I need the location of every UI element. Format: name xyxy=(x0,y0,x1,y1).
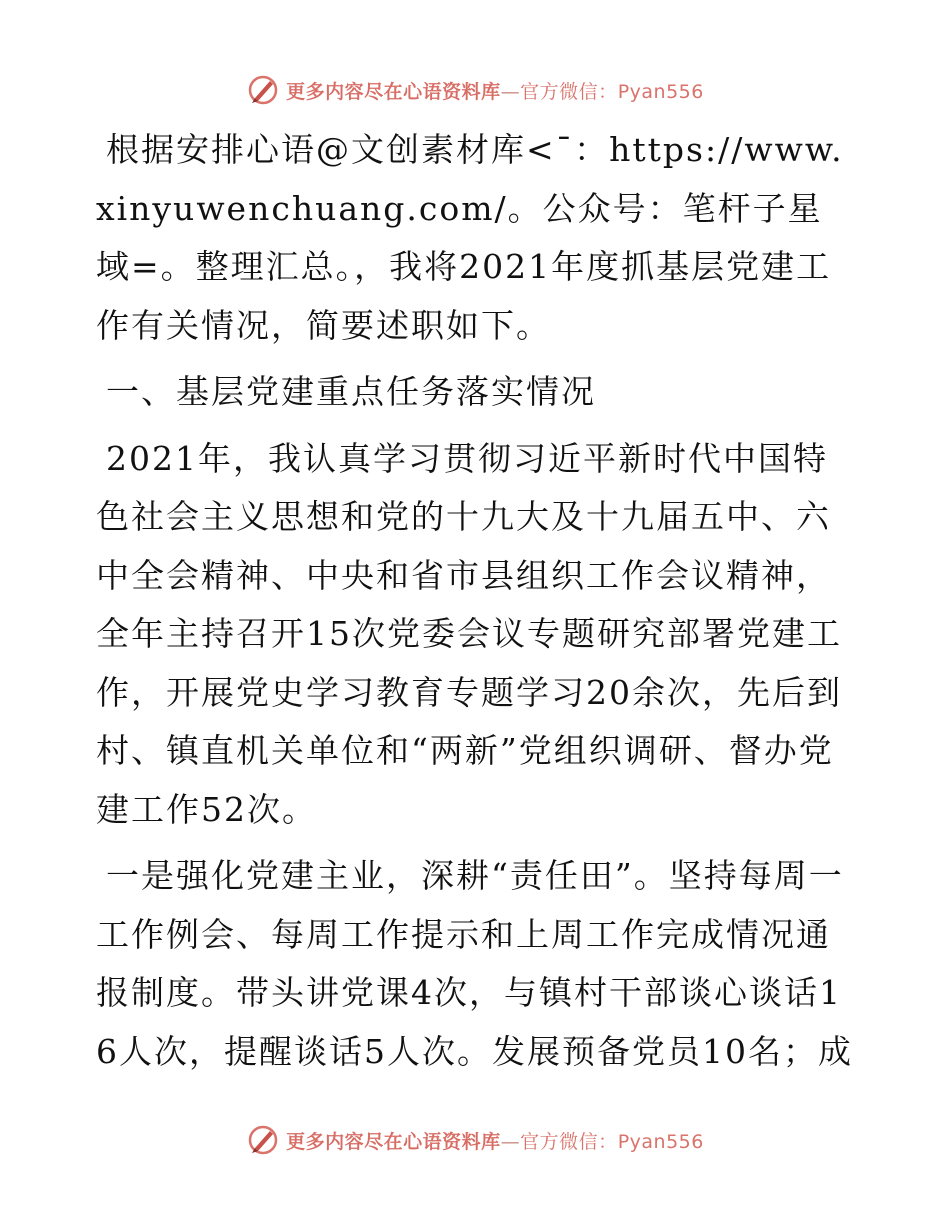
watermark-header xyxy=(0,70,950,110)
watermark-wechat-id: Pyan556 xyxy=(617,80,704,103)
watermark-brand: 更多内容尽在心语资料库 xyxy=(286,1130,501,1153)
watermark-wechat-label: 官方微信： xyxy=(520,1130,618,1153)
paragraph-intro: 根据安排心语@文创素材库<¯：https://www.xinyuwenchuang.com/。公众号：笔杆子星域=。整理汇总。，我将2021年度抓基层党建工作有关情况，简要述职如下。 xyxy=(96,130,844,345)
watermark-text xyxy=(286,1127,704,1154)
watermark-footer xyxy=(0,1120,950,1160)
watermark-wechat-id: Pyan556 xyxy=(617,1130,704,1153)
paragraph-point-one: 一是强化党建主业，深耕“责任田”。坚持每周一工作例会、每周工作提示和上周工作完成情况通报制度。带头讲党课4次，与镇村干部谈心谈话16人次，提醒谈话5人次。发展预备党员10名；成 xyxy=(96,856,853,1071)
section-heading: 一、基层党建重点任务落实情况 xyxy=(106,372,596,411)
watermark-separator: — xyxy=(500,1130,521,1153)
document-body xyxy=(96,121,856,1081)
paragraph-summary: 2021年，我认真学习贯彻习近平新时代中国特色社会主义思想和党的十九大及十九届五中、六中全会精神、中央和省市县组织工作会议精神，全年主持召开15次党委会议专题研究部署党建工作，开展党史学习教育专题学习20余次，先后到村、镇直机关单位和“两新”党组织调研、督办党建工作52次。 xyxy=(96,438,842,829)
watermark-brand: 更多内容尽在心语资料库 xyxy=(286,80,501,103)
watermark-text xyxy=(286,77,704,104)
brush-pen-logo-icon xyxy=(246,73,280,107)
brush-pen-logo-icon xyxy=(246,1123,280,1157)
watermark-separator: — xyxy=(500,80,521,103)
watermark-wechat-label: 官方微信： xyxy=(520,80,618,103)
